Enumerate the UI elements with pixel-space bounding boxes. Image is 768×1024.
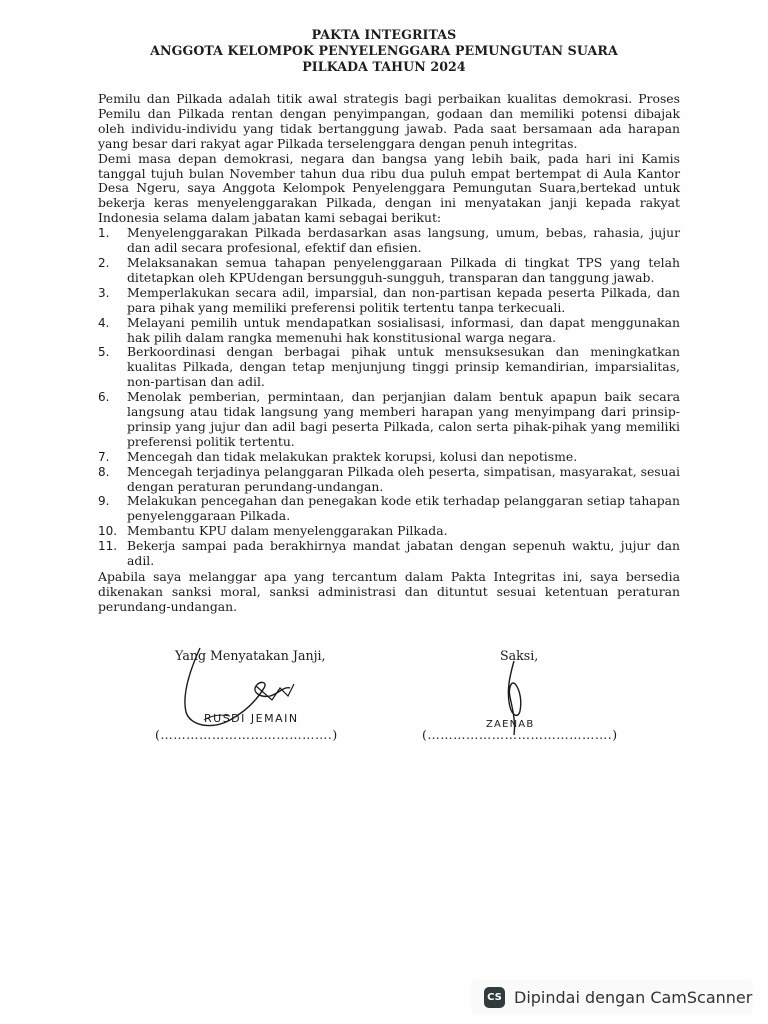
title-line-1: PAKTA INTEGRITAS bbox=[311, 27, 457, 42]
pledge-text: Bekerja sampai pada berakhirnya mandat jabatan dengan sepenuh waktu, jujur dan adil. bbox=[127, 538, 680, 569]
declarant-name: RUSDI JEMAIN bbox=[204, 712, 299, 725]
pledge-number: 7. bbox=[98, 449, 110, 464]
pledge-number: 2. bbox=[98, 255, 110, 270]
intro-paragraph-1: Pemilu dan Pilkada adalah titik awal strategis bagi perbaikan kualitas demokrasi. Proses Pemilu dan Pilkada rentan dengan penyimpangan, godaan dan memiliki potensi dibajak oleh individu-individu yang tidak bertanggung jawab. Pada saat bersamaan ada harapan yang besar dari rakyat agar Pilkada terselenggara dengan penuh integritas. bbox=[98, 91, 680, 151]
intro-paragraph-2: Demi masa depan demokrasi, negara dan bangsa yang lebih baik, pada hari ini Kamis tanggal tujuh bulan November tahun dua ribu dua puluh empat bertempat di Aula Kantor Desa Ngeru, saya Anggota Kelompok Penyelenggara Pemungutan Suara,bertekad untuk bekerja keras menyelenggarakan Pilkada, dengan ini menyatakan janji kepada rakyat Indonesia selama dalam jabatan kami sebagai berikut: bbox=[98, 150, 680, 226]
document-body bbox=[98, 92, 680, 615]
camscanner-logo-icon: CS bbox=[484, 987, 505, 1008]
pledge-text: Mencegah terjadinya pelanggaran Pilkada oleh peserta, simpatisan, masyarakat, sesuai dengan peraturan perundang-undangan. bbox=[127, 463, 680, 494]
pledge-item bbox=[98, 450, 680, 465]
title-line-3: PILKADA TAHUN 2024 bbox=[302, 59, 466, 74]
pledge-item bbox=[98, 256, 680, 286]
pledge-item bbox=[98, 539, 680, 569]
camscanner-watermark bbox=[471, 980, 753, 1014]
witness-label: Saksi, bbox=[500, 648, 539, 663]
pledge-number: 4. bbox=[98, 315, 110, 330]
pledge-list bbox=[98, 226, 680, 569]
title-line-2: ANGGOTA KELOMPOK PENYELENGGARA PEMUNGUTAN SUARA bbox=[150, 43, 618, 58]
closing-paragraph: Apabila saya melanggar apa yang tercantum dalam Pakta Integritas ini, saya bersedia dikenakan sanksi moral, sanksi administrasi dan dituntut sesuai ketentuan peraturan perundang-undangan. bbox=[98, 569, 680, 614]
pledge-item bbox=[98, 286, 680, 316]
pledge-item bbox=[98, 524, 680, 539]
pledge-number: 9. bbox=[98, 494, 110, 509]
pledge-item bbox=[98, 226, 680, 256]
pledge-item bbox=[98, 465, 680, 495]
witness-name: ZAENAB bbox=[486, 719, 535, 730]
pledge-item bbox=[98, 316, 680, 346]
pledge-text: Melaksanakan semua tahapan penyelenggaraan Pilkada di tingkat TPS yang telah ditetapkan oleh KPUdengan bersungguh-sungguh, transparan dan tanggung jawab. bbox=[127, 254, 680, 285]
pledge-text: Berkoordinasi dengan berbagai pihak untuk mensuksesukan dan meningkatkan kualitas Pilkada, dengan tetap menjunjung tinggi prinsip kemandirian, imparsialitas, non-partisan dan adil. bbox=[127, 344, 680, 390]
document-header bbox=[0, 27, 768, 75]
pledge-text: Memperlakukan secara adil, imparsial, dan non-partisan kepada peserta Pilkada, dan para pihak yang memiliki preferensi politik tertentu tanpa terkecuali. bbox=[127, 284, 680, 315]
pledge-number: 1. bbox=[98, 226, 110, 241]
pledge-text: Membantu KPU dalam menyelenggarakan Pilkada. bbox=[127, 523, 448, 539]
pledge-number: 5. bbox=[98, 345, 110, 360]
pledge-item bbox=[98, 390, 680, 450]
pledge-number: 3. bbox=[98, 285, 110, 300]
pledge-item bbox=[98, 345, 680, 390]
pledge-number: 6. bbox=[98, 390, 110, 405]
pledge-item bbox=[98, 494, 680, 524]
declarant-label: Yang Menyatakan Janji, bbox=[175, 648, 326, 663]
pledge-text: Melakukan pencegahan dan penegakan kode etik terhadap pelanggaran setiap tahapan penyelenggaraan Pilkada. bbox=[127, 493, 680, 524]
pledge-text: Mencegah dan tidak melakukan praktek korupsi, kolusi dan nepotisme. bbox=[127, 448, 578, 464]
camscanner-text: Dipindai dengan CamScanner bbox=[514, 987, 753, 1007]
pledge-number: 10. bbox=[98, 524, 118, 539]
pledge-text: Melayani pemilih untuk mendapatkan sosialisasi, informasi, dan dapat menggunakan hak pilih dalam rangka memenuhi hak konstitusional warga negara. bbox=[127, 314, 680, 345]
declarant-signature bbox=[160, 640, 360, 740]
witness-signature-line: (…………………………………….) bbox=[422, 727, 618, 742]
declarant-signature-line: (………………………………….) bbox=[155, 727, 338, 742]
pledge-number: 11. bbox=[98, 539, 118, 554]
pledge-text: Menyelenggarakan Pilkada berdasarkan asas langsung, umum, bebas, rahasia, jujur dan adil secara profesional, efektif dan efisien. bbox=[127, 225, 680, 256]
pledge-text: Menolak pemberian, permintaan, dan perjanjian dalam bentuk apapun baik secara langsung atau tidak langsung yang memberi harapan yang menyimpang dari prinsip-prinsip yang jujur dan adil bagi peserta Pilkada, calon serta pihak-pihak yang memiliki preferensi politik tertentu. bbox=[127, 389, 680, 449]
pledge-number: 8. bbox=[98, 464, 110, 479]
